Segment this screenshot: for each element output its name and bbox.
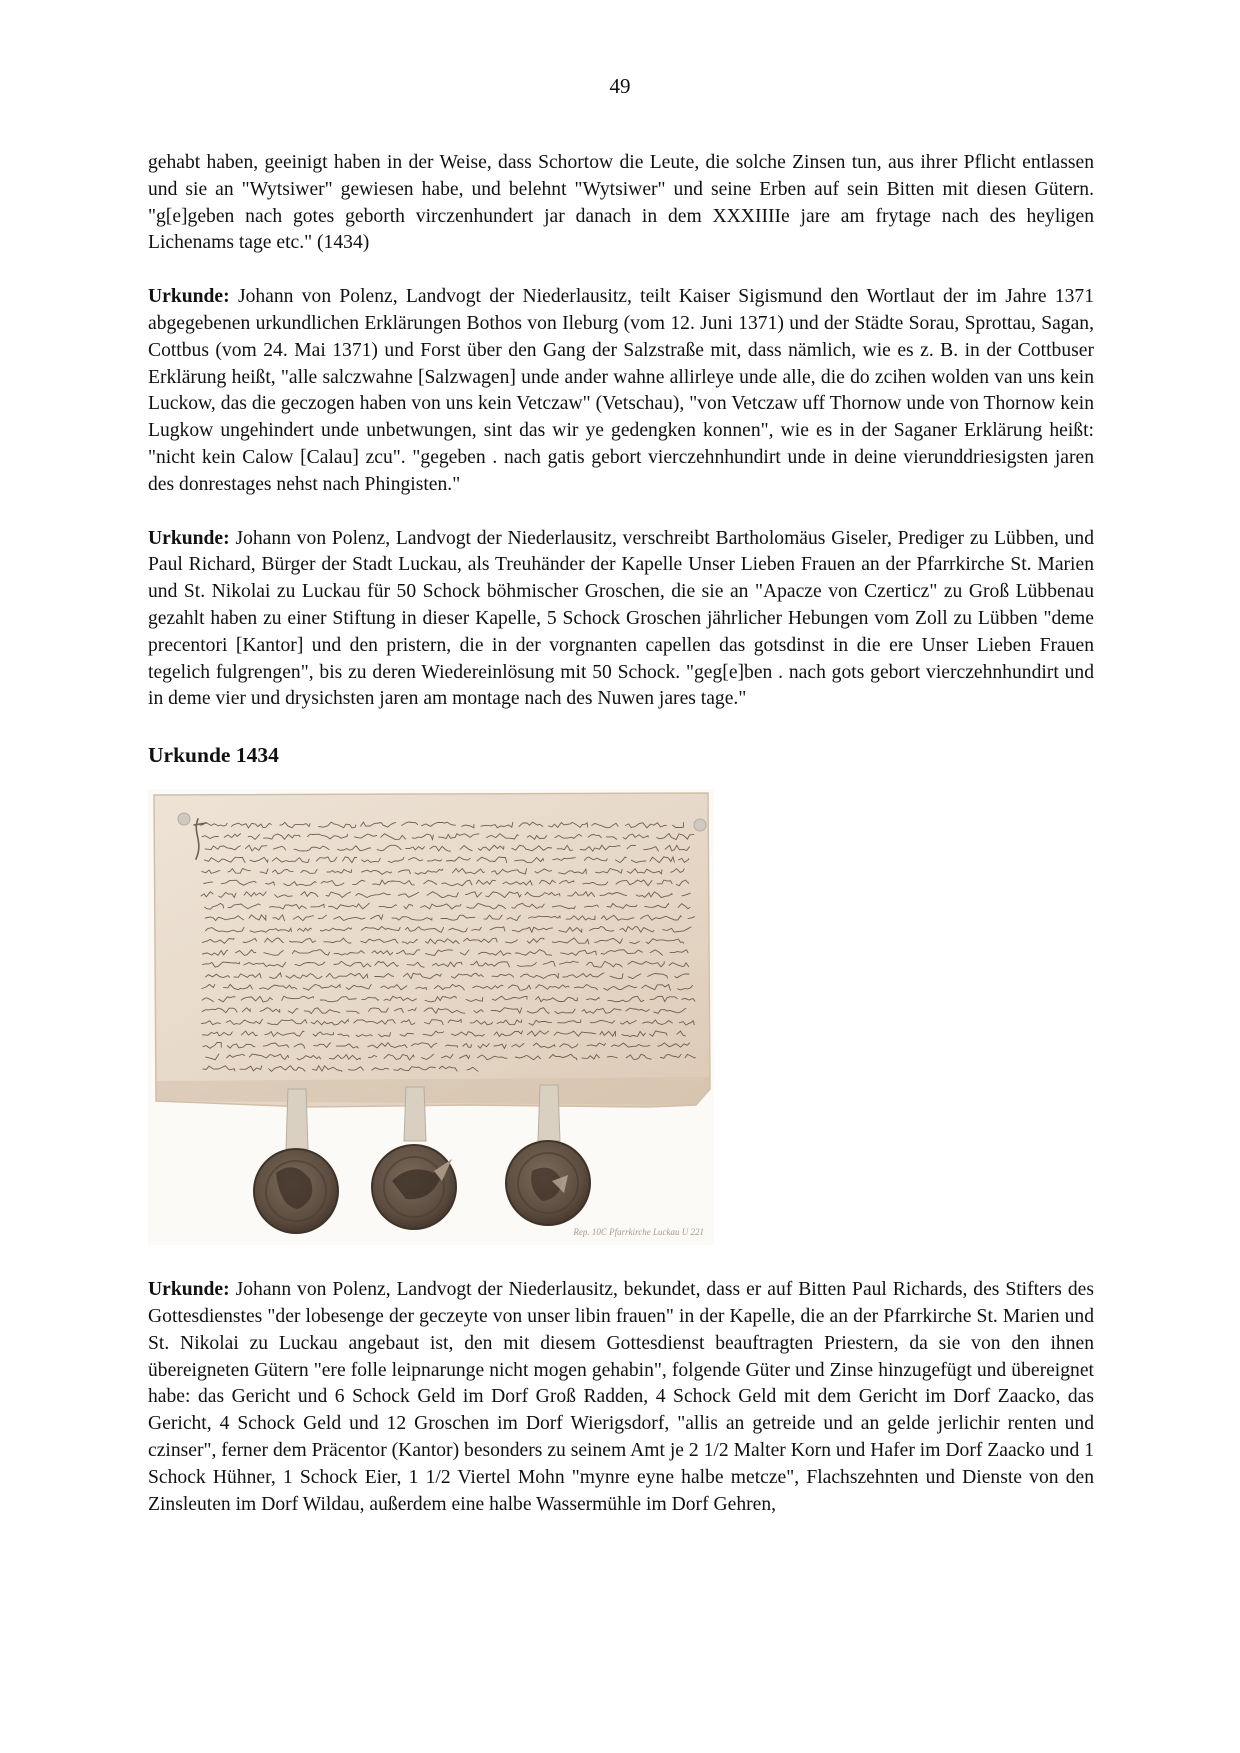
paragraph-urkunde-kapelle bbox=[148, 526, 1094, 714]
paragraph-urkunde-salzstrasse bbox=[148, 284, 1094, 498]
parchment-sheet bbox=[154, 793, 710, 1107]
paragraph-gap bbox=[148, 257, 1094, 284]
section-heading: Urkunde 1434 bbox=[148, 743, 279, 768]
page-number: 49 bbox=[609, 74, 631, 98]
paragraph-text: Johann von Polenz, Landvogt der Niederlausitz, verschreibt Bartholomäus Giseler, Prediger zu Lübben, und Paul Richard, Bürger der Stadt Luckau, als Treuhänder der Kapelle Unser Lieben Frauen an der Pfarrkirche St. Marien und St. Nikolai zu Luckau für 50 Schock böhmischer Groschen, die sie an "Apacze von Czerticz" zu Groß Lübbenau gezahlt haben zu einer Stiftung in dieser Kapelle, 5 Schock Groschen jährlicher Hebungen vom Zoll zu Lübben "deme precentori [Kantor] und den pristern, die in der vorgnanten capellen das gotsdinst in die ere Unser Lieben Frauen tegelich fulgrengen", bis zu deren Wiedereinlösung mit 50 Schock. "geg[e]ben . nach gots gebort vierczehnhundirt und in deme vier und drysichsten jaren am montage nach des Nuwen jares tage." bbox=[148, 527, 1094, 710]
mounting-pin-icon bbox=[178, 813, 190, 825]
document-body bbox=[148, 150, 1094, 1518]
mounting-pin-icon bbox=[694, 819, 706, 831]
paragraph-text: Johann von Polenz, Landvogt der Niederlausitz, teilt Kaiser Sigismund den Wortlaut der im Jahre 1371 abgegebenen urkundlichen Erklärungen Bothos von Ileburg (vom 12. Juni 1371) und der Städte Sorau, Sprottau, Sagan, Cottbus (vom 24. Mai 1371) und Forst über den Gang der Salzstraße mit, dass nämlich, wie es z. B. in der Cottbuser Erklärung heißt, "alle salczwahne [Salzwagen] unde ander wahne allirleye unde alle, die do zcihen wolden van uns kein Luckow, das die geczogen haben von uns kein Vetczaw" (Vetschau), "von Vetczaw uff Thornow unde von Thornow kein Lugkow ungehindert unde unbetwungen, sint das wir ye gedengken konnen", wie es in der Saganer Erklärung heißt: "nicht kein Calow [Calau] zcu". "gegeben . nach gatis gebort vierczehnhundirt unde in deine vierunddriesigsten jaren des donrestages nehst nach Phingisten." bbox=[148, 286, 1094, 495]
paragraph-intro bbox=[148, 150, 1094, 257]
paragraph-text: gehabt haben, geeinigt haben in der Weise, dass Schortow die Leute, die solche Zinsen tun, aus ihrer Pflicht entlassen und sie an "Wytsiwer" gewiesen habe, und belehnt "Wytsiwer" und seine Erben auf sein Bitten mit diesen Gütern. "g[e]geben nach gotes geborth virczenhundert jar danach in dem XXXIIIIe jare am frytage nach des heyligen Lichenams tage etc." (1434) bbox=[148, 152, 1094, 254]
paragraph-urkunde-gueter bbox=[148, 1277, 1094, 1518]
paragraph-lead: Urkunde: bbox=[148, 1279, 230, 1301]
paragraph-lead: Urkunde: bbox=[148, 286, 230, 308]
wax-seals bbox=[254, 1141, 590, 1233]
paragraph-lead: Urkunde: bbox=[148, 527, 230, 549]
paragraph-gap bbox=[148, 499, 1094, 526]
paragraph-text: Johann von Polenz, Landvogt der Niederlausitz, bekundet, dass er auf Bitten Paul Richards, des Stifters des Gottesdienstes "der lobesenge der geczeyte von unser libin frauen" in der Kapelle, die an der Pfarrkirche St. Marien und St. Nikolai zu Luckau angebaut ist, den mit diesem Gottesdienst beauftragten Priestern, da sie von den ihnen übereigneten Gütern "ere folle leipnarunge nicht mogen gehabin", folgende Güter und Zinse hinzugefügt und übereignet habe: das Gericht und 6 Schock Geld im Dorf Groß Radden, 4 Schock Geld mit dem Gericht im Dorf Zaacko, das Gericht, 4 Schock Geld und 12 Groschen im Dorf Wierigsdorf, "allis an getreide und an gelde jerlichir renten und czinser", ferner dem Präcentor (Kantor) besonders zu seinem Amt je 2 1/2 Malter Korn und Hafer im Dorf Zaacko und 1 Schock Hühner, 1 Schock Eier, 1 1/2 Viertel Mohn "mynre eyne halbe metcze", Flachszehnten und Dienste von den Zinsleuten im Dorf Wildau, außerdem eine halbe Wassermühle im Dorf Gehren, bbox=[148, 1279, 1094, 1515]
charter-image bbox=[148, 789, 714, 1245]
archive-label: Rep. 10C Pfarrkirche Luckau U 221 bbox=[573, 1227, 704, 1238]
charter-illustration bbox=[148, 789, 714, 1245]
section-gap bbox=[148, 713, 1094, 741]
